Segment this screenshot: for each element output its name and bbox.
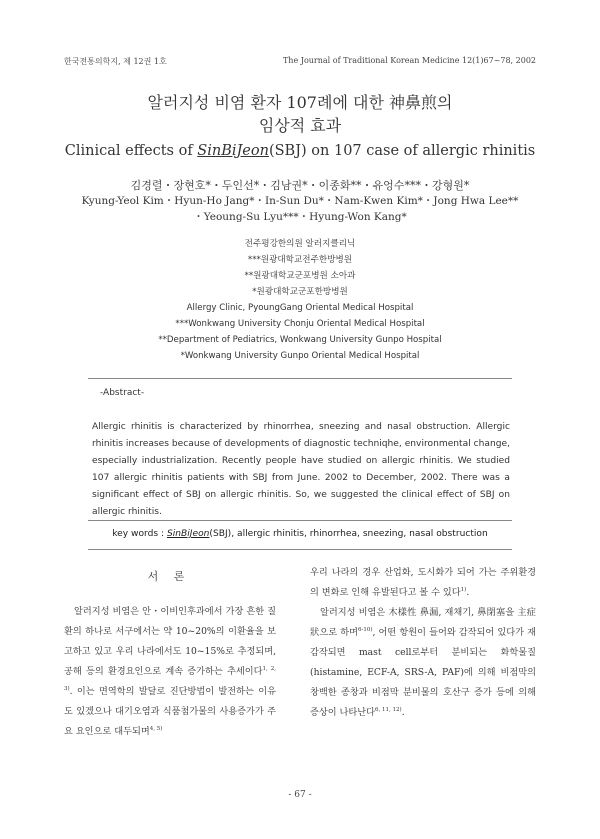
affiliation: **Department of Pediatrics, Wonkwang University Gunpo Hospital [158,335,442,345]
right-text-end: . [466,587,470,598]
affiliation: Allergy Clinic, PyoungGang Oriental Medical Hospital [186,303,414,313]
affiliation: ***원광대학교전주한방병원 [247,255,353,265]
affiliation: **원광대학교군포병원 소아과 [244,271,356,281]
page-number: - 67 - [288,790,312,800]
keywords-rest: (SBJ), allergic rhinitis, rhinorrhea, sneezing, nasal obstruction [209,529,488,539]
left-column [64,602,276,742]
title-english-italic: SinBiJeon [197,143,269,159]
keywords-bottom-rule [88,549,512,550]
running-header-right: The Journal of Traditional Korean Medicine 12(1)67~78, 2002 [282,56,536,65]
abstract-body: Allergic rhinitis is characterized by rhinorrhea, sneezing and nasal obstruction. Allergic rhinitis increases because of developments of diagnostic techniqhe, environmental change, especially industrialization. Recently people have studied on allergic rhinitis. We studied 107 allergic rhinitis patients with SBJ from June. 2002 to December, 2002. There was a significant effect of SBJ on allergic rhinitis. So, we suggested the clinical effect of SBJ on allergic rhinitis. [92,422,510,517]
right-text-end: . [401,707,405,718]
citation: 1, 2, 3) [64,665,277,692]
right-text-a: 우리 나라의 경우 산업화, 도시화가 되어 가는 주위환경의 변화로 인해 유발된다고 볼 수 있다 [310,567,536,598]
section-heading: 서 론 [147,570,191,583]
keywords-top-rule [88,520,512,521]
title-korean-line1: 알러지성 비염 환자 107례에 대한 神鼻煎의 [147,93,453,112]
affiliation: ***Wonkwang University Chonju Oriental Medical Hospital [175,319,425,329]
title-korean-line2: 임상적 효과 [258,116,342,135]
keywords [88,529,512,539]
citation: 4, 5) [149,725,163,732]
affiliation: 전주평강한의원 알러지클리닉 [244,239,356,249]
left-text-b: . 이는 면역학의 발달로 진단방법이 발전하는 이유도 있겠으나 대기오염과 식품첨가물의 사용증가가 주요 요인으로 대두되며 [64,686,276,737]
title-english-pre: Clinical effects of [64,143,198,159]
left-paragraph [64,602,276,742]
authors-korean: 김경렬・장현호*・두인선*・김남권*・이종화**・유엉수***・강형원* [130,179,470,192]
citation: 6, 11, 12) [375,706,402,713]
left-text-a: 알러지성 비염은 안・이비인후과에서 가장 흔한 질환의 하나로 서구에서는 약 10~20%의 이환율을 보고하고 있고 우리 나라에서도 10~15%로 추정되며, 공해 등의 환경요인으로 계속 증가하는 추세이다 [64,606,276,677]
right-paragraph-2 [310,603,536,723]
authors-english-line1: Kyung-Yeol Kim・Hyun-Ho Jang*・In-Sun Du*・Nam-Kwen Kim*・Jong Hwa Lee** [81,195,519,207]
abstract-heading: -Abstract- [100,388,145,398]
citation: 6-10) [357,626,373,633]
authors-english-line2: ・Yeoung-Su Lyu***・Hyung-Won Kang* [193,211,407,223]
affiliation: *원광대학교군포한방병원 [252,287,348,297]
right-text-b: 알러지성 비염은 木樣性 鼻漏, 재채기, 鼻閉塞을 主症狀으로 하며 [310,607,536,638]
title-english-post: (SBJ) on 107 case of allergic rhinitis [268,143,536,159]
citation: 1) [460,586,467,593]
keywords-label: key words : [112,529,167,539]
affiliation: *Wonkwang University Gunpo Oriental Medical Hospital [180,351,420,361]
abstract-top-rule [88,378,512,379]
right-text-c: , 어떤 항원이 들어와 감작되어 있다가 재감작되면 mast cell로부터 분비되는 화학물질(histamine, ECF-A, SRS-A, PAF)에 의해 비점막의 창백한 종창과 비점막 분비물의 호산구 증가 등에 의해 증상이 나타난다 [310,627,536,718]
keywords-italic: SinBiJeon [166,529,210,539]
running-header-left: 한국전통의학지, 제 12권 1호 [64,57,167,66]
title-english [0,143,600,159]
right-paragraph-1 [310,563,536,603]
right-column [310,563,536,723]
